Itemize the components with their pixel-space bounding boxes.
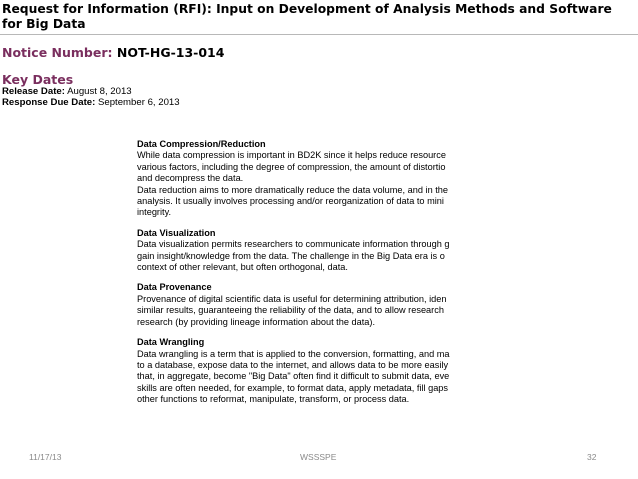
section-data-provenance — [137, 282, 489, 328]
notice-number — [2, 45, 224, 60]
section-line: various factors, including the degree of compression, the amount of distortio — [137, 161, 446, 172]
section-line: gain insight/knowledge from the data. The challenge in the Big Data era is o — [137, 250, 445, 261]
section-heading: Data Compression/Reduction — [137, 139, 266, 149]
section-line: that, in aggregate, become "Big Data" often find it difficult to submit data, eve — [137, 371, 450, 382]
section-line: Data reduction aims to more dramatically reduce the data volume, and in the — [137, 184, 449, 195]
section-heading: Data Provenance — [137, 282, 212, 293]
release-date-label: Release Date: — [2, 86, 65, 97]
section-line: Data visualization permits researchers to communicate information through g — [137, 239, 450, 250]
section-line: Data wrangling is a term that is applied to the conversion, formatting, and ma — [137, 348, 450, 359]
footer-page-number: 32 — [587, 452, 597, 462]
section-line: to a database, expose data to the internet, and allows data to be more easily — [137, 359, 449, 370]
document-excerpt — [137, 139, 489, 415]
response-date-value: September 6, 2013 — [97, 97, 180, 108]
footer-title: WSSSPE — [300, 452, 337, 462]
section-line: integrity. — [137, 207, 172, 218]
section-heading: Data Visualization — [137, 227, 216, 238]
section-line: Provenance of digital scientific data is useful for determining attribution, iden — [137, 293, 447, 304]
footer-date: 11/17/13 — [29, 452, 62, 462]
section-line: similar results, guaranteeing the reliability of the data, and to allow research — [137, 305, 444, 316]
release-date — [2, 86, 132, 97]
section-line: and decompress the data. — [137, 173, 244, 184]
section-heading: Data Wrangling — [137, 337, 205, 348]
release-date-value: August 8, 2013 — [67, 86, 132, 97]
section-line: other functions to reformat, manipulate, transform, or process data. — [137, 394, 410, 405]
section-line: research (by providing lineage information about the data). — [137, 316, 375, 327]
notice-value: NOT-HG-13-014 — [116, 45, 225, 60]
title-divider — [0, 34, 638, 35]
response-due-date — [2, 97, 180, 108]
section-data-visualization — [137, 228, 489, 274]
section-line: analysis. It usually involves processing and/or reorganization of data to mini — [137, 196, 444, 207]
section-line: context of other relevant, but often orthogonal, data. — [137, 262, 348, 273]
section-line: While data compression is important in BD2K since it helps reduce resource — [137, 150, 446, 161]
section-data-compression — [137, 139, 489, 219]
key-dates-heading: Key Dates — [2, 72, 74, 87]
response-date-label: Response Due Date: — [2, 97, 96, 108]
notice-label: Notice Number: — [2, 45, 113, 60]
page-title: Request for Information (RFI): Input on Development of Analysis Methods and Software for Big Data — [2, 2, 612, 31]
section-line: skills are often needed, for example, to format data, apply metadata, fill gaps — [137, 382, 449, 393]
section-data-wrangling — [137, 337, 489, 405]
